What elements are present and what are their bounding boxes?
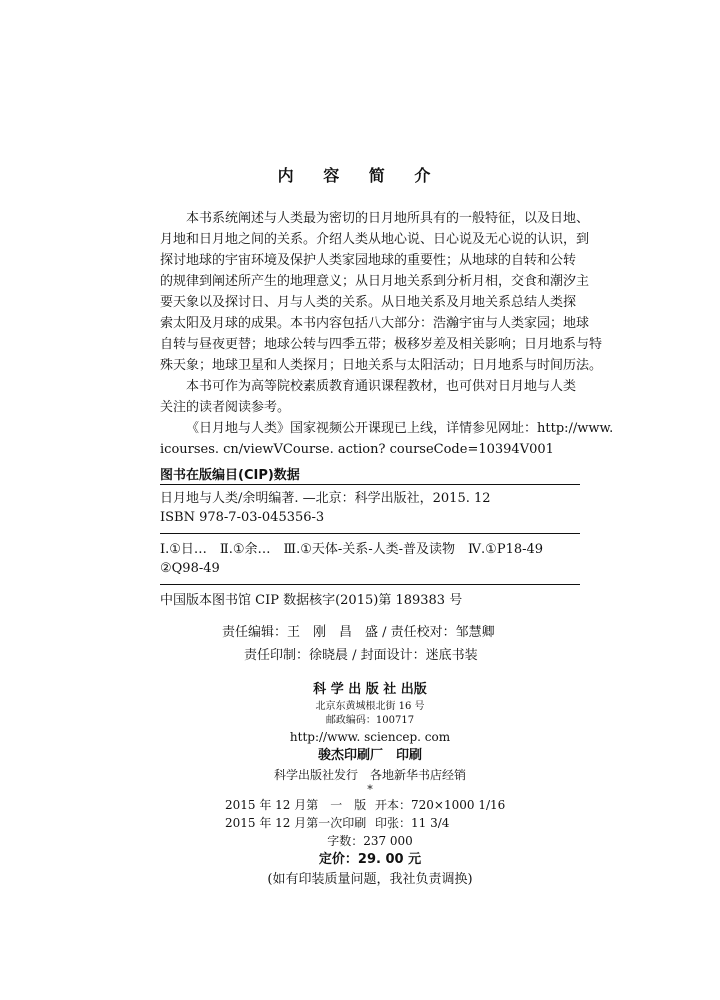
text-line: 月地和日月地之间的关系。介绍人类从地心说、日心说及无心说的认识，到 [160, 232, 590, 247]
text-line: 关注的读者阅读参考。 [160, 400, 291, 415]
printing-row [160, 814, 580, 832]
cip-verification-number: 中国版本图书馆 CIP 数据核字(2015)第 189383 号 [160, 593, 463, 608]
text-line: 本书系统阐述与人类最为密切的日月地所具有的一般特征，以及日地、 [186, 211, 590, 226]
text-line: 探讨地球的宇宙环境及保护人类家园地球的重要性；从地球的自转和公转 [160, 253, 577, 268]
editorial-credits [222, 621, 562, 667]
text-line: 的规律到阐述所产生的地理意义；从日月地关系到分析月相，交食和潮汐主 [160, 274, 590, 289]
cip-title-line: 日月地与人类/余明编著. —北京：科学出版社，2015. 12 [160, 491, 491, 506]
publisher-name: 科 学 出 版 社 出版 [313, 682, 427, 697]
printer: 骏杰印刷厂 印刷 [317, 748, 422, 763]
credit-line: 责任编辑：王 刚 昌 盛 / 责任校对：邹慧卿 [222, 625, 495, 640]
printing-info: 2015 年 12 月第一次印刷 [225, 816, 367, 830]
summary-paragraph-3 [160, 418, 614, 460]
book-summary [160, 208, 614, 460]
publication-info [160, 680, 580, 890]
sheets-info: 印张：11 3/4 [375, 816, 450, 830]
text-line: icourses. cn/viewVCourse. action? courseCode=10394V001 [160, 442, 554, 457]
text-line: 本书可作为高等院校素质教育通识课程教材，也可供对日月地与人类 [186, 379, 577, 394]
cip-classification [160, 534, 580, 584]
publisher-address: 北京东黄城根北街 16 号 [315, 701, 425, 712]
cip-class-line: ②Q98-49 [160, 561, 220, 576]
text-line: 自转与昼夜更替；地球公转与四季五带；极移岁差及相关影响；日月地系与特 [160, 337, 603, 352]
cip-heading: 图书在版编目(CIP)数据 [160, 468, 300, 483]
cip-bibliographic [160, 485, 580, 533]
cip-data-block [160, 464, 580, 608]
page-title: 内 容 简 介 [277, 166, 443, 185]
word-count: 字数：237 000 [327, 834, 413, 848]
text-line: 要天象以及探讨日、月与人类的关系。从日地关系及月地关系总结人类探 [160, 295, 577, 310]
publisher-url: http://www. sciencep. com [289, 730, 451, 744]
cip-class-line: Ⅰ.①日… Ⅱ.①余… Ⅲ.①天体-关系-人类-普及读物 Ⅳ.①P18-49 [160, 542, 544, 557]
text-line: 殊天象；地球卫星和人类探月；日地关系与太阳活动；日月地系与时间历法。 [160, 358, 603, 373]
credit-line: 责任印制：徐晓晨 / 封面设计：迷底书装 [244, 648, 478, 663]
edition-info: 2015 年 12 月第 一 版 [225, 798, 367, 812]
separator-star: * [367, 783, 373, 796]
distribution: 科学出版社发行 各地新华书店经销 [273, 768, 466, 782]
format-info: 开本：720×1000 1/16 [375, 798, 506, 812]
summary-paragraph-1 [160, 208, 603, 376]
text-line: 《日月地与人类》国家视频公开课现已上线，详情参见网址：http://www. [186, 421, 614, 436]
price: 定价：29. 00 元 [318, 852, 422, 867]
cip-isbn: ISBN 978-7-03-045356-3 [160, 510, 325, 525]
publisher-postcode: 邮政编码：100717 [325, 715, 415, 726]
summary-paragraph-2 [160, 376, 580, 418]
edition-row [160, 796, 580, 814]
text-line: 索太阳及月球的成果。本书内容包括八大部分：浩瀚宇宙与人类家园；地球 [160, 316, 590, 331]
quality-note: (如有印装质量问题，我社负责调换) [267, 872, 473, 887]
